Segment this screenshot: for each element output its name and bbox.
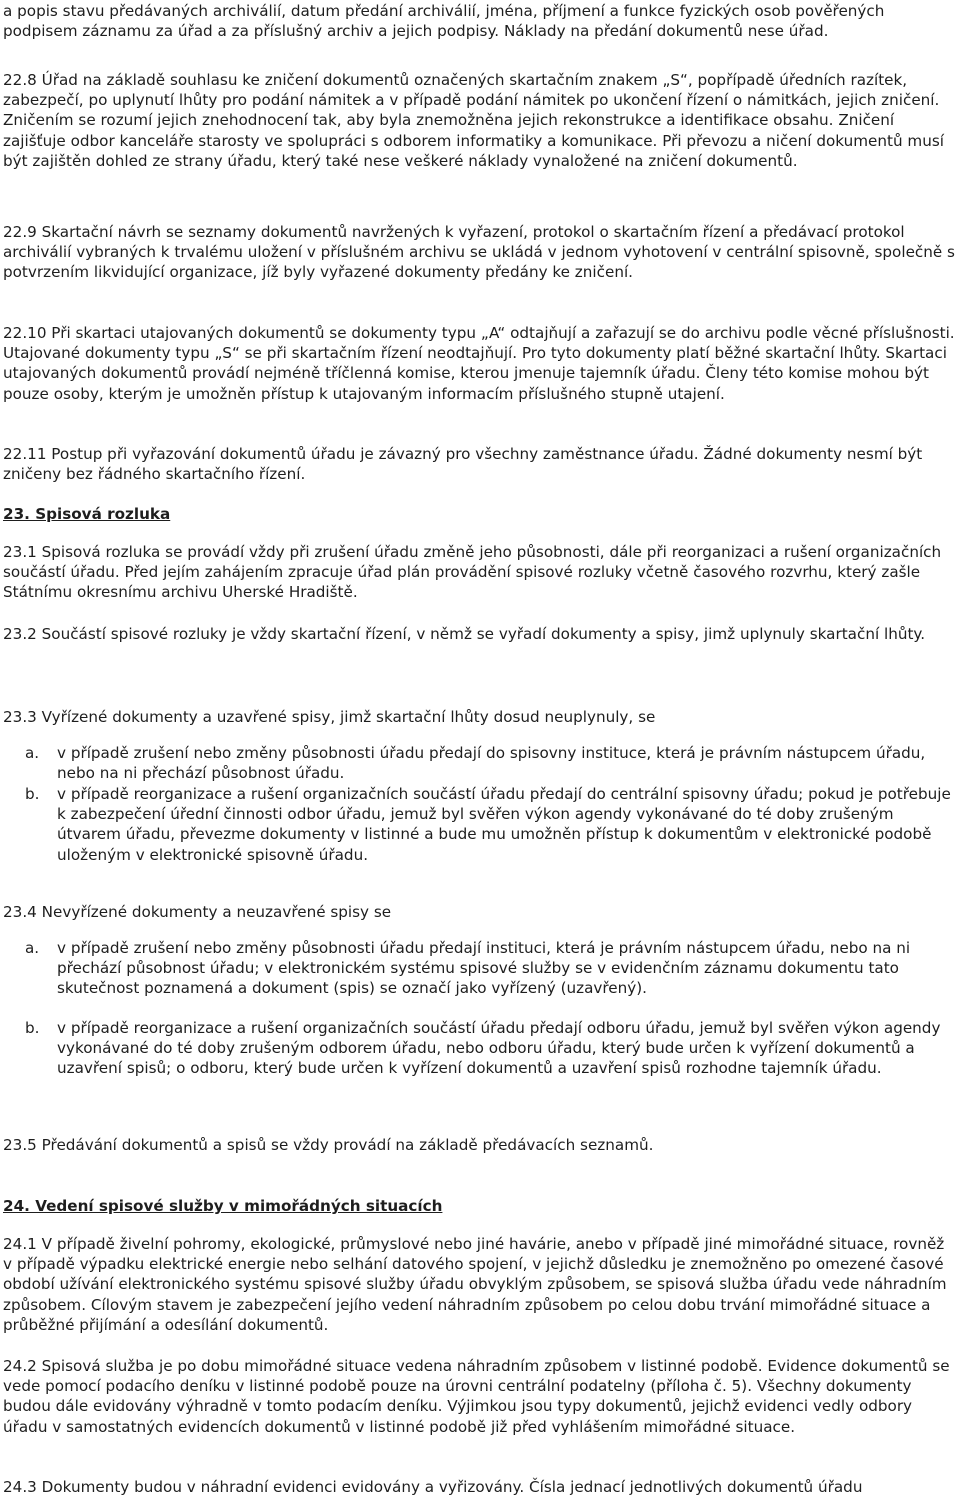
paragraph-23-5: 23.5 Předávání dokumentů a spisů se vždy provádí na základě předávacích seznamů.: [3, 1136, 654, 1154]
paragraph-24-3: 24.3 Dokumenty budou v náhradní evidenci evidovány a vyřizovány. Čísla jednací jednotlivých dokumentů úřadu: [3, 1478, 863, 1496]
paragraph-23-2: 23.2 Součástí spisové rozluky je vždy skartační řízení, v němž se vyřadí dokumenty a spisy, jimž uplynuly skartační lhůty.: [3, 625, 926, 643]
section-heading-23: 23. Spisová rozluka: [3, 505, 171, 523]
list-item-text: v případě reorganizace a rušení organizačních součástí úřadu předají do centrální spisovny úřadu; pokud je potřebuje k zabezpečení úřední činnosti odbor úřadu, jemuž byl svěřen výkon agendy vykonávané do té doby zrušeným útvarem úřadu, převezme dokumenty v listinné a bude mu umožněn přístup k dokumentům v elektronické podobě uloženým v elektronické spisovně úřadu.: [57, 785, 951, 864]
paragraph-22-8: 22.8 Úřad na základě souhlasu ke zničení dokumentů označených skartačním znakem „S“, popřípadě úředních razítek, zabezpečí, po uplynutí lhůty pro podání námitek a v případě podání námitek po ukončení řízení o námitkách, jejich zničení. Zničením se rozumí jejich znehodnocení tak, aby byla znemožněna jejich rekonstrukce a identifikace obsahu. Zničení zajišťuje odbor kanceláře starosty ve spolupráci s odborem informatiky a komunikace. Při převozu a ničení dokumentů musí být zajištěn dohled ze strany úřadu, který také nese veškeré náklady vynaložené na zničení dokumentů.: [3, 71, 944, 170]
paragraph-23-4: 23.4 Nevyřízené dokumenty a neuzavřené spisy se: [3, 903, 392, 921]
list-marker: a.: [25, 939, 40, 957]
list-marker: b.: [25, 785, 40, 803]
paragraph-23-1: 23.1 Spisová rozluka se provádí vždy při zrušení úřadu změně jeho působnosti, dále při reorganizaci a rušení organizačních součástí úřadu. Před jejím zahájením zpracuje úřad plán provádění spisové rozluky včetně časového rozvrhu, který zašle Státnímu okresnímu archivu Uherské Hradiště.: [3, 543, 942, 602]
list-item-text: v případě reorganizace a rušení organizačních součástí úřadu předají odboru úřadu, jemuž byl svěřen výkon agendy vykonávané do té doby zrušeným odborem úřadu, nebo odboru úřadu, který bude určen k vyřízení dokumentů a uzavření spisů; o odboru, který bude určen k vyřízení dokumentů a uzavření spisů rozhodne tajemník úřadu.: [57, 1019, 941, 1078]
intro-paragraph: a popis stavu předávaných archiválií, datum předání archiválií, jména, příjmení a funkce fyzických osob pověřených podpisem záznamu za úřad a za příslušný archiv a jejich podpisy. Náklady na předání dokumentů nese úřad.: [3, 2, 885, 41]
list-item-text: v případě zrušení nebo změny působnosti úřadu předají instituci, která je právním nástupcem úřadu, nebo na ni přechází působnost úřadu; v elektronickém systému spisové služby se v evidenčním záznamu dokumentu tato skutečnost poznamená a dokument (spis) se označí jako vyřízený (uzavřený).: [57, 939, 911, 998]
paragraph-22-10: 22.10 Při skartaci utajovaných dokumentů se dokumenty typu „A“ odtajňují a zařazují se do archivu podle věcné příslušnosti. Utajované dokumenty typu „S“ se při skartačním řízení neodtajňují. Pro tyto dokumenty platí běžné skartační lhůty. Skartaci utajovaných dokumentů provádí nejméně tříčlenná komise, kterou jmenuje tajemník úřadu. Členy této komise mohou být pouze osoby, kterým je umožněn přístup k utajovaným informacím příslušného stupně utajení.: [3, 324, 955, 403]
paragraph-24-1: 24.1 V případě živelní pohromy, ekologické, průmyslové nebo jiné havárie, anebo v případě jiné mimořádné situace, rovněž v případě výpadku elektrické energie nebo selhání datového spojení, v jejichž důsledku je znemožněno po omezené časové období užívání elektronického systému spisové služby úřadu obvyklým způsobem, se spisová služba úřadu vede náhradním způsobem. Cílovým stavem je zabezpečení jejího vedení náhradním způsobem po celou dobu trvání mimořádné situace a průběžné přijímání a odesílání dokumentů.: [3, 1235, 947, 1334]
section-heading-24: 24. Vedení spisové služby v mimořádných situacích: [3, 1197, 443, 1215]
paragraph-23-3: 23.3 Vyřízené dokumenty a uzavřené spisy, jimž skartační lhůty dosud neuplynuly, se: [3, 708, 656, 726]
list-marker: b.: [25, 1019, 40, 1037]
paragraph-24-2: 24.2 Spisová služba je po dobu mimořádné situace vedena náhradním způsobem v listinné podobě. Evidence dokumentů se vede pomocí podacího deníku v listinné podobě pouze na úrovni centrální podatelny (příloha č. 5). Všechny dokumenty budou dále evidovány výhradně v tomto podacím deníku. Výjimkou jsou typy dokumentů, jejichž evidenci vedly odbory úřadu v samostatných evidencích dokumentů v listinné podobě již před vyhlášením mimořádné situace.: [3, 1357, 950, 1436]
paragraph-22-9: 22.9 Skartační návrh se seznamy dokumentů navržených k vyřazení, protokol o skartačním řízení a předávací protokol archiválií vybraných k trvalému uložení v příslušném archivu se ukládá v jednom vyhotovení v centrální spisovně, společně s potvrzením likvidující organizace, jíž byly vyřazené dokumenty předány ke zničení.: [3, 223, 955, 282]
list-item-text: v případě zrušení nebo změny působnosti úřadu předají do spisovny instituce, která je právním nástupcem úřadu, nebo na ni přechází působnost úřadu.: [57, 744, 926, 783]
paragraph-22-11: 22.11 Postup při vyřazování dokumentů úřadu je závazný pro všechny zaměstnance úřadu. Žádné dokumenty nesmí být zničeny bez řádného skartačního řízení.: [3, 445, 923, 484]
list-marker: a.: [25, 744, 40, 762]
